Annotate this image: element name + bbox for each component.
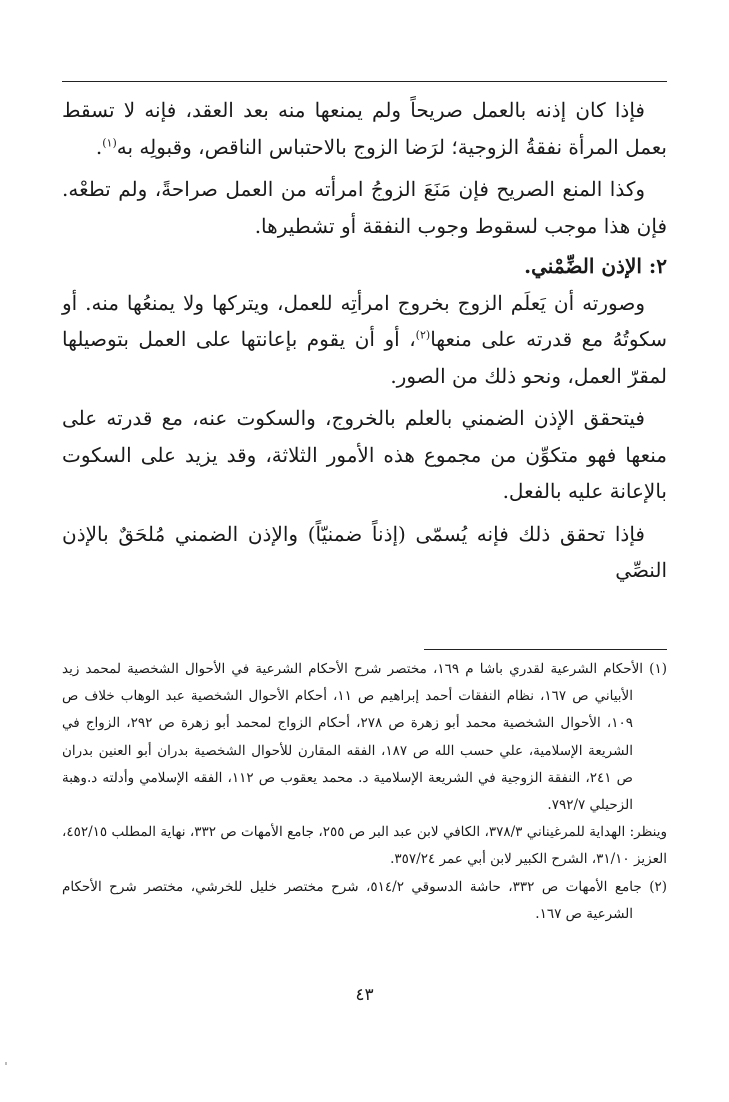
footnote-separator: [424, 649, 667, 650]
footnote-reference[interactable]: (٢): [415, 328, 431, 342]
header-rule: [62, 81, 667, 82]
paragraph-text: وصورته أن يَعلَم الزوج بخروج امرأتِه للعمل، ويتركها ولا يمنعُها منه. أو سكوتُهُ مع قدرته على منعها: [62, 290, 667, 351]
main-text: [62, 92, 667, 589]
paragraph-text-tail: .: [95, 134, 103, 159]
paragraph: وكذا المنع الصريح فإن مَنَعَ الزوجُ امرأته من العمل صراحةً، ولم تطعْه. فإن هذا موجب لسقوط وجوب النفقة أو تشطيرها.: [62, 177, 667, 238]
paragraph-text-tail: ، أو أن يقوم بإعانتها على العمل بتوصيلها لمقرّ العمل، ونحو ذلك من الصور.: [62, 327, 667, 388]
footnote-1-continuation: وينظر: الهداية للمرغيناني ٣٧٨/٣، الكافي لابن عبد البر ص ٢٥٥، جامع الأمهات ص ٣٣٢، نهاية المطلب ٤٥٢/١٥، العزيز ٣١/١٠، الشرح الكبير لابن أبي عمر ٣٥٧/٢٤.: [62, 824, 667, 868]
section-heading: ٢: الإذن الضِّمْني.: [524, 254, 667, 278]
paragraph: [62, 92, 667, 165]
footnote-1: (١) الأحكام الشرعية لقدري باشا م ١٦٩، مختصر شرح الأحكام الشرعية في الأحوال الشخصية لمحمد زيد الأبياني ص ١٦٧، نظام النفقات أحمد إبراهيم ص ١١، أحكام الأحوال الشخصية عبد الوهاب خلاف ص ١٠٩، الأحوال الشخصية محمد أبو زهرة ص ٢٧٨، أحكام الزواج لمحمد أبو زهرة ص ٢٩٢، الزواج في الشريعة الإسلامية، علي حسب الله ص ١٨٧، الفقه المقارن للأحوال الشخصية بدران أبو العنين بدران ص ٢٤١، النفقة الزوجية في الشريعة الإسلامية د. محمد يعقوب ص ١١٢، الفقه الإسلامي وأدلته د.وهبة الزحيلي ٧٩٢/٧.: [62, 661, 667, 814]
footnotes: [62, 656, 667, 928]
page-number: ٤٣: [355, 985, 374, 1005]
paragraph: فإذا تحقق ذلك فإنه يُسمّى (إذناً ضمنيّاً) والإذن الضمني مُلحَقٌ بالإذن النصِّي: [62, 521, 667, 582]
paragraph: فيتحقق الإذن الضمني بالعلم بالخروج، والسكوت عنه، مع قدرته على منعها فهو متكوِّن من مجموع هذه الأمور الثلاثة، وقد يزيد على السكوت بالإعانة عليه بالفعل.: [62, 406, 667, 503]
scan-mark: [5, 1062, 7, 1065]
footnote-reference[interactable]: (١): [102, 135, 117, 149]
paragraph-text: فإذا كان إذنه بالعمل صريحاً ولم يمنعها منه بعد العقد، فإنه لا تسقط بعمل المرأة نفقةُ الزوجية؛ لرَضا الزوج بالاحتباس الناقص، وقبولِه به: [62, 98, 667, 159]
footnote-2: (٢) جامع الأمهات ص ٣٣٢، حاشة الدسوقي ٥١٤/٢، شرح مختصر خليل للخرشي، مختصر شرح الأحكام الشرعية ص ١٦٧.: [62, 878, 668, 922]
paragraph: [62, 285, 667, 395]
